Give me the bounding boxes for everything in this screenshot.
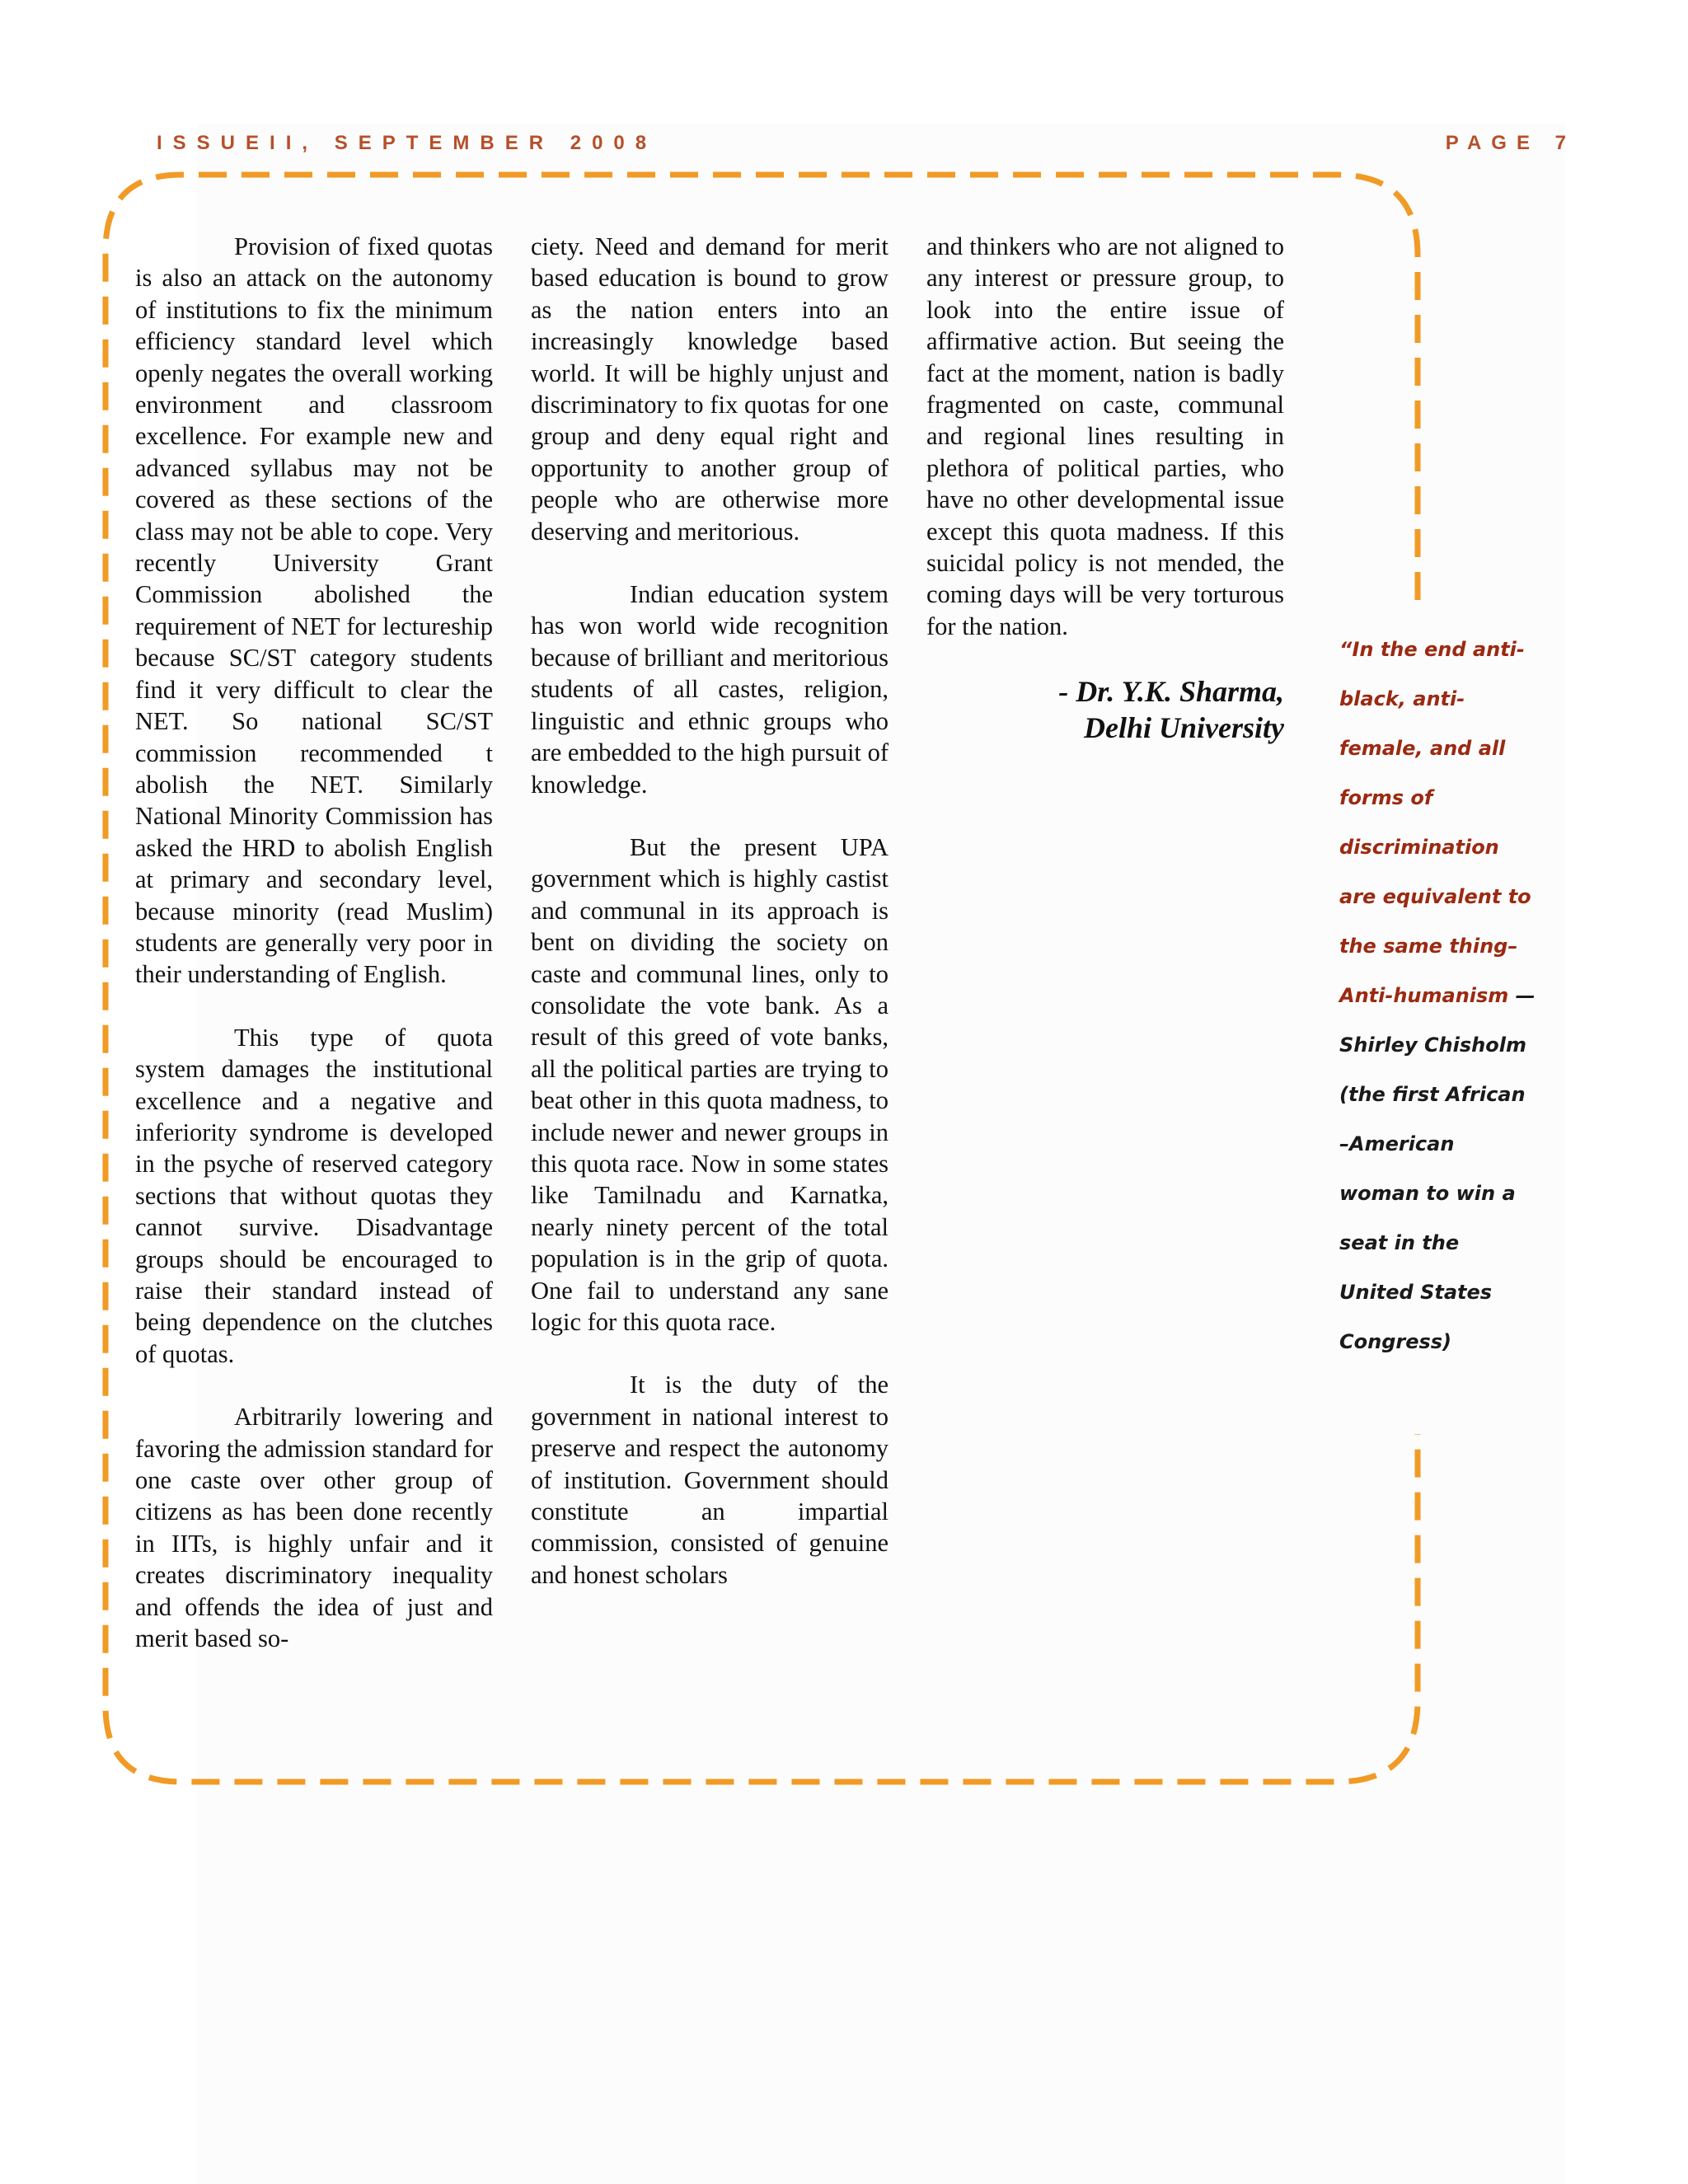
paragraph: Arbitrarily lowering and favoring the admission standard for one caste over other group of citizens as has been done recently in IITs, is highly unfair and it creates discriminatory inequality and offends the idea of just and merit based so- xyxy=(135,1403,493,1653)
paragraph: Indian education system has won world wide recognition because of brilliant and meritorious students of all castes, religion, linguistic and ethnic groups who are embedded to the high pursuit of knowledge. xyxy=(531,580,889,799)
article-column-2 xyxy=(531,231,889,1622)
paragraph: Provision of fixed quotas is also an attack on the autonomy of institutions to fix the minimum efficiency standard level which openly negates the overall working environment and classroom excellence. For example new and advanced syllabus may not be covered as these sections of the class may not be able to cope. Very recently University Grant Commission abolished the requirement of NET for lectureship because SC/ST category students find it very difficult to clear the NET. So national SC/ST commission recommended t abolish the NET. Similarly National Minority Commission has asked the HRD to abolish English at primary and secondary level, because minority (read Muslim) students are generally very poor in their understanding of English. xyxy=(135,232,493,989)
paragraph: But the present UPA government which is highly castist and communal in its approach is bent on dividing the society on caste and communal lines, only to consolidate the vote bank. As a result of this greed of vote banks, all the political parties are trying to beat other in this quota madness, to include newer and newer groups in this quota race. Now in some states like Tamilnadu and Karnatka, nearly ninety percent of the total population is in the grip of quota. One fail to understand any sane logic for this quota race. xyxy=(531,832,889,1336)
article-column-3 xyxy=(926,231,1284,746)
page-number: PAGE 7 xyxy=(1445,132,1576,154)
paragraph: ciety. Need and demand for merit based education is bound to grow as the nation enters into an increasingly knowledge based world. It will be highly unjust and discriminatory to fix quotas for one group and deny equal right and opportunity to another group of people who are otherwise more deserving and meritorious. xyxy=(531,232,889,546)
author-name: - Dr. Y.K. Sharma, xyxy=(1058,675,1284,709)
article-column-1 xyxy=(135,231,493,1685)
author-affiliation: Delhi University xyxy=(1084,711,1284,745)
pull-quote xyxy=(1339,625,1537,1366)
paragraph: This type of quota system damages the institutional excellence and a negative and inferiority syndrome is developed in the psyche of reserved category sections that without quotas they cannot survive. Disadvantage groups should be encouraged to raise their standard instead of being dependence on the clutches of quotas. xyxy=(135,1023,493,1368)
quote-text: “In the end anti-black, anti-female, and all forms of discrimination are equivalent to the same thing–Anti-humanism xyxy=(1339,638,1531,1007)
paragraph: It is the duty of the government in national interest to preserve and respect the autonomy of institution. Government should constitute an impartial commission, consisted of genuine and honest scholars xyxy=(531,1371,889,1589)
quote-attribution: —Shirley Chisholm (the first African –American woman to win a seat in the United States Congress) xyxy=(1339,984,1536,1353)
issue-date: ISSUEII, SEPTEMBER 2008 xyxy=(157,132,658,154)
paragraph: and thinkers who are not aligned to any interest or pressure group, to look into the entire issue of affirmative action. But seeing the fact at the moment, nation is badly fragmented on caste, communal and regional lines resulting in plethora of political parties, who have no other developmental issue except this quota madness. If this suicidal policy is not mended, the coming days will be very torturous for the nation. xyxy=(926,232,1284,640)
author-signature xyxy=(926,673,1284,746)
